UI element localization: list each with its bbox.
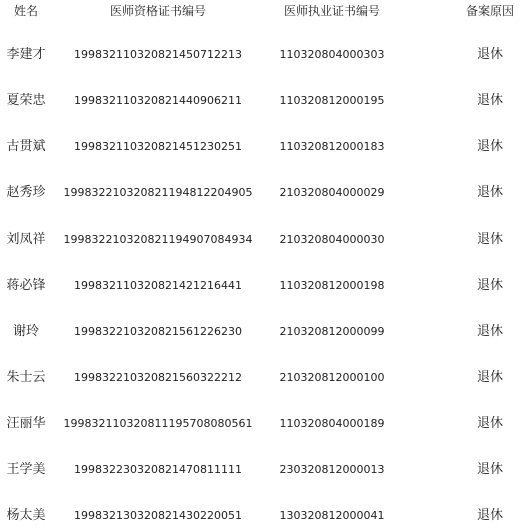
cell-name: 汪丽华 (6, 416, 46, 431)
table-header (0, 0, 524, 22)
cell-reason: 退休 (476, 47, 504, 62)
cell-practice-cert: 130320812000041 (279, 509, 385, 522)
cell-reason: 退休 (476, 232, 504, 247)
table-row (0, 413, 524, 435)
cell-reason: 退休 (476, 508, 504, 523)
cell-practice-cert: 210320812000100 (279, 371, 385, 384)
table-row (0, 229, 524, 251)
cell-qualification-cert: 199832210320821561226230 (74, 325, 242, 338)
cell-qualification-cert: 199832110320811195708080561 (63, 417, 253, 430)
cell-name: 赵秀珍 (6, 185, 46, 200)
table-row (0, 321, 524, 343)
cell-reason: 退休 (476, 416, 504, 431)
cell-name: 王学美 (6, 462, 46, 477)
table-row (0, 44, 524, 66)
cell-reason: 退休 (476, 139, 504, 154)
cell-name: 谢玲 (12, 324, 40, 339)
cell-reason: 退休 (476, 185, 504, 200)
cell-name: 夏荣忠 (6, 93, 46, 108)
table-row (0, 505, 524, 527)
table-row (0, 136, 524, 158)
table-row (0, 367, 524, 389)
header-name: 姓名 (13, 4, 39, 18)
cell-practice-cert: 210320804000029 (279, 186, 385, 199)
cell-practice-cert: 230320812000013 (279, 463, 385, 476)
cell-qualification-cert: 199832110320821451230251 (74, 140, 242, 153)
cell-qualification-cert: 199832110320821421216441 (74, 279, 242, 292)
cell-name: 杨太美 (6, 508, 46, 523)
table-row (0, 182, 524, 204)
cell-qualification-cert: 199832110320821440906211 (74, 94, 242, 107)
cell-name: 朱士云 (6, 370, 46, 385)
cell-name: 古贯斌 (6, 139, 46, 154)
cell-reason: 退休 (476, 370, 504, 385)
cell-qualification-cert: 199832210320821560322212 (74, 371, 242, 384)
cell-reason: 退休 (476, 278, 504, 293)
cell-practice-cert: 210320812000099 (279, 325, 385, 338)
table-row (0, 275, 524, 297)
cell-practice-cert: 110320812000195 (279, 94, 385, 107)
cell-name: 刘凤祥 (6, 232, 46, 247)
header-qualification-cert: 医师资格证书编号 (109, 4, 207, 18)
table-row (0, 459, 524, 481)
cell-qualification-cert: 199832210320821194907084934 (63, 233, 253, 246)
cell-name: 李建才 (6, 47, 46, 62)
cell-qualification-cert: 199832110320821450712213 (74, 48, 242, 61)
cell-practice-cert: 110320812000198 (279, 279, 385, 292)
cell-reason: 退休 (476, 462, 504, 477)
cell-reason: 退休 (476, 324, 504, 339)
header-reason: 备案原因 (465, 4, 515, 18)
cell-practice-cert: 210320804000030 (279, 233, 385, 246)
table-row (0, 90, 524, 112)
cell-practice-cert: 110320804000189 (279, 417, 385, 430)
cell-qualification-cert: 199832210320821194812204905 (63, 186, 253, 199)
cell-reason: 退休 (476, 93, 504, 108)
cell-practice-cert: 110320804000303 (279, 48, 385, 61)
header-practice-cert: 医师执业证书编号 (283, 4, 381, 18)
cell-name: 蒋必锋 (6, 278, 46, 293)
cell-practice-cert: 110320812000183 (279, 140, 385, 153)
cell-qualification-cert: 199832130320821430220051 (74, 509, 242, 522)
cell-qualification-cert: 199832230320821470811111 (74, 463, 242, 476)
